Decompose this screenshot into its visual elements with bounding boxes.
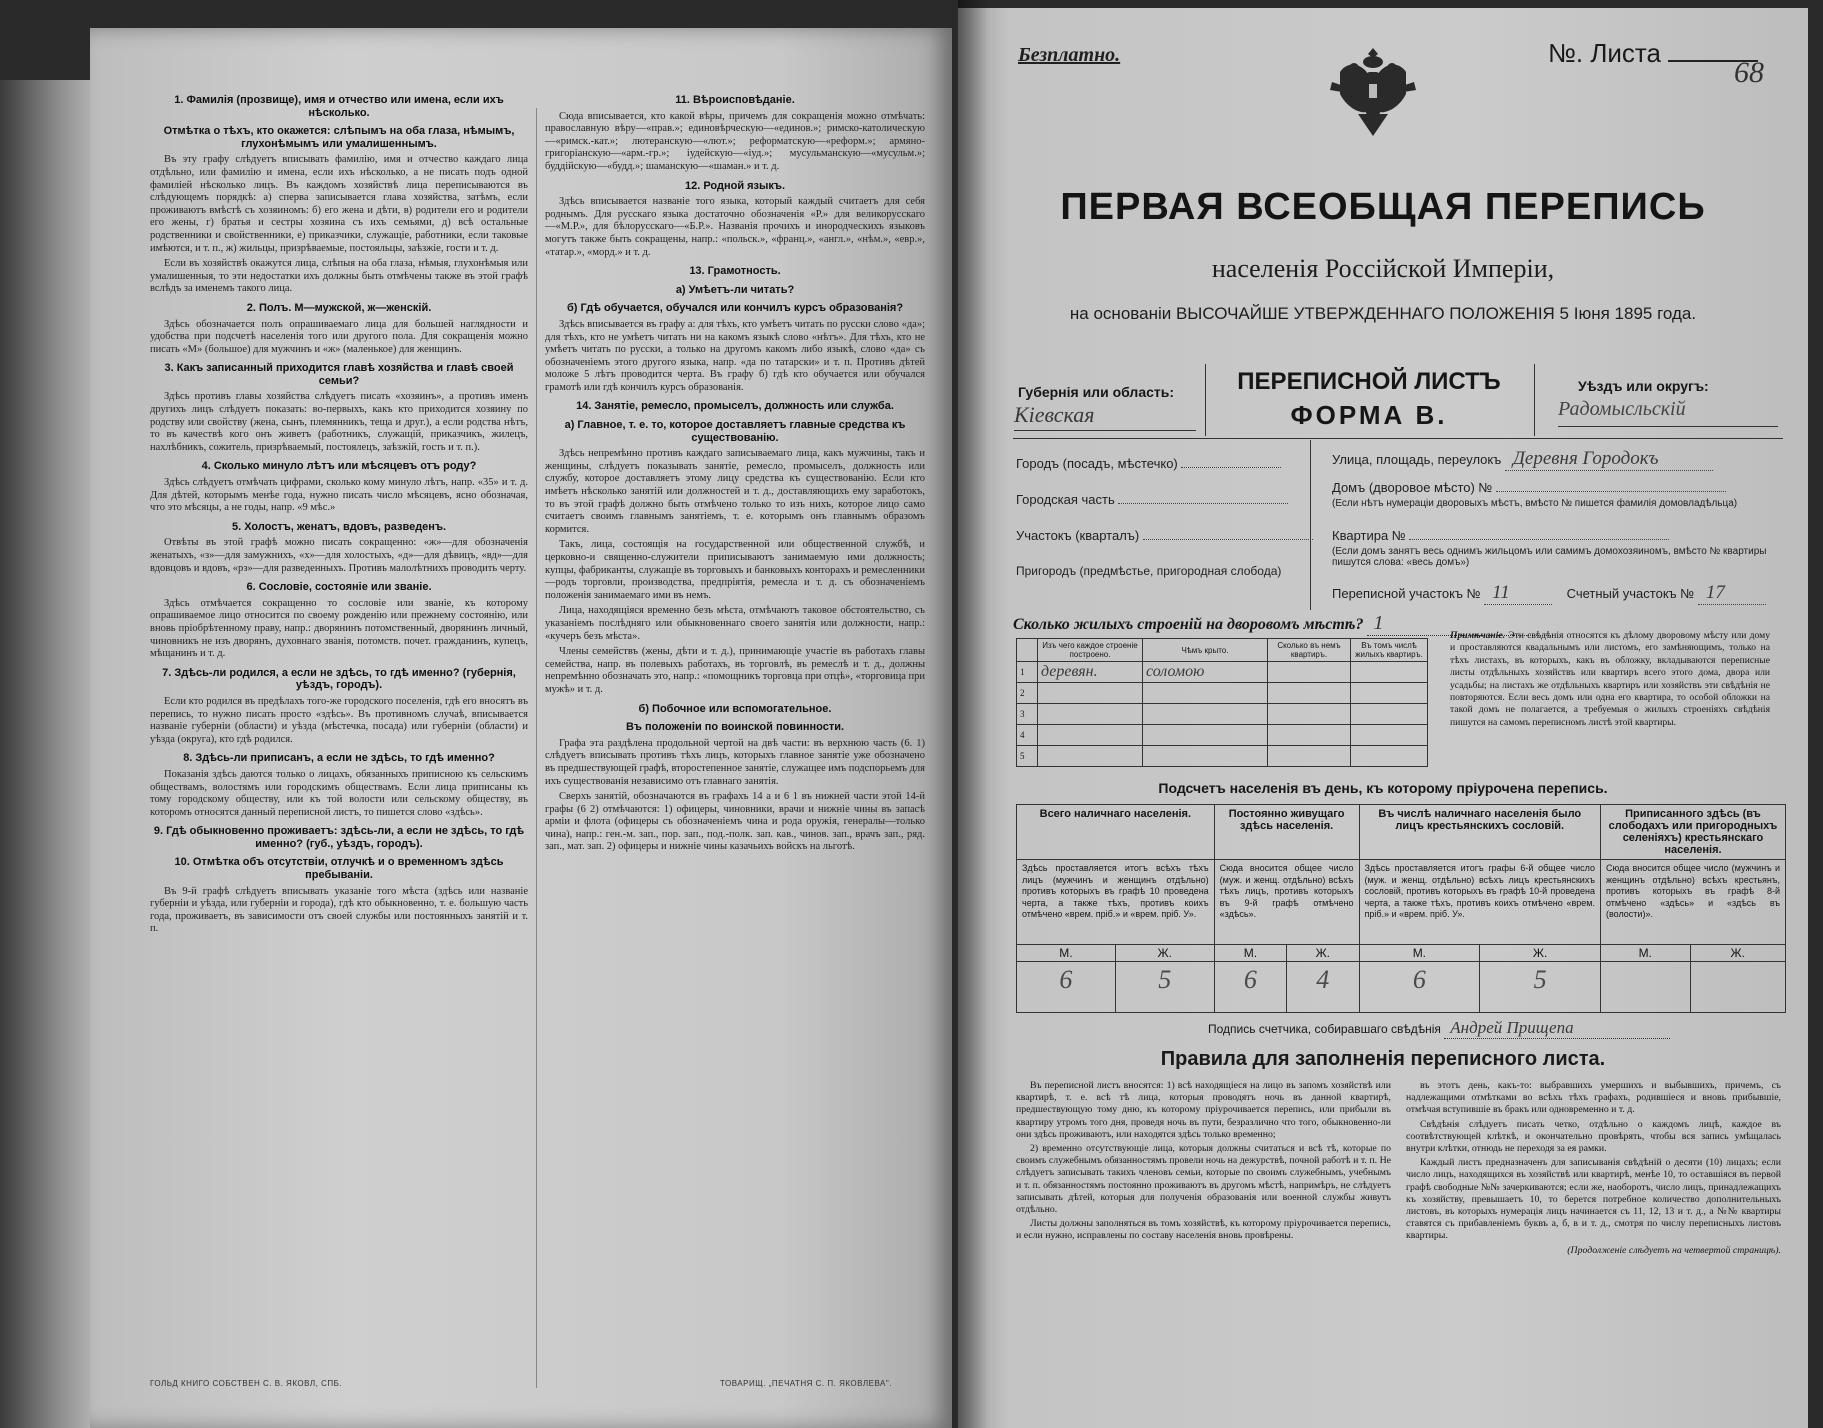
perepis-uchastok-value: 11: [1484, 582, 1552, 605]
row-number: 2: [1017, 683, 1038, 704]
rules-column-right: [1406, 1080, 1781, 1259]
section-4-title: 4. Сколько минуло лѣтъ или мѣсяцевъ отъ роду?: [201, 460, 477, 473]
section-14b-body-2: Сверхъ занятій, обозначаются въ графахъ 14 а и 6 1 въ нижней части этой 14-й графы (6 2) отмѣчаются: 1) офицеры, чиновники, врачи и нижніе чины въ запасѣ арміи и флота (офицеры съ обозначеніемъ чина и рода оружія, генералы—только чина), напр.: ген.-м. зап., пор. зап., под.-полк. зап. кав., чинов. зап., врачъ зап., ряд. зап., мат. зап. 2) офицеры и нижніе чины казачьихъ войскъ на льготѣ.: [545, 791, 925, 853]
building-material: [1038, 746, 1143, 767]
prigorod-label: Пригородъ (предмѣстье, пригородная слобода): [1016, 564, 1282, 578]
divider: [1310, 440, 1311, 610]
sheet-number: [1548, 38, 1758, 69]
female-value: 4: [1287, 962, 1359, 1013]
building-roof: [1143, 746, 1268, 767]
buildings-table: [1016, 638, 1428, 767]
census-sheet-title: ПЕРЕПИСНОЙ ЛИСТЪ: [1237, 368, 1501, 395]
table-header: Приписанного здѣсь (въ слободахъ или пригородныхъ селеніяхъ) крестьянскаго населенія.: [1600, 805, 1785, 860]
section-9-title: 9. Гдѣ обыкновенно проживаетъ: здѣсь-ли, а если не здѣсь, то гдѣ именно? (губ., уѣздъ, городъ).: [153, 825, 525, 850]
row-number: 3: [1017, 704, 1038, 725]
table-row: [1017, 683, 1428, 704]
rules-paragraph: Листы должны заполняться въ томъ хозяйствѣ, къ которому пріурочивается перепись, и если нужно, исправлены по составу населенія вновь провѣрены.: [1016, 1218, 1391, 1242]
dom-note: (Если нѣтъ нумераціи дворовыхъ мѣстъ, вмѣсто № пишется фамилія домовладѣльца): [1332, 498, 1738, 509]
uezd-value: Радомысльскій: [1558, 398, 1778, 427]
handwritten-page-number: 68: [1734, 56, 1764, 89]
table-cell: [1268, 704, 1351, 725]
dom-label: Домъ (дворовое мѣсто) №: [1332, 480, 1493, 495]
gutter-shadow: [958, 0, 988, 1428]
table-cell: [1268, 683, 1351, 704]
dom-line: [1496, 491, 1726, 492]
gorod-chast-label: Городская часть: [1016, 492, 1115, 507]
section-8-body: Показанія здѣсь даются только о лицахъ, обязанныхъ приписною къ сельскимъ обществамъ, волостямъ или городскимъ обществамъ. Если лица приписаны къ тому городскому обществу, или къ той волости или сельскому обществу, въ которомъ относятся данный переписной листъ, то пишется слово «здѣсь».: [150, 768, 528, 818]
section-14b-body: Графа эта раздѣлена продольной чертой на двѣ части: въ верхнюю часть (6. 1) слѣдуетъ вписывать противъ тѣхъ лицъ, которыхъ главное занятіе уже обозначено въ предшествующей графѣ, второстепенное занятіе, служащее имъ подспорьемъ для ихъ существованія независимо отъ главнаго занятія.: [545, 737, 925, 787]
values-row: [1017, 962, 1786, 1013]
section-6-body: Здѣсь отмѣчается сокращенно то сословіе или званіе, къ которому опрашиваемое лицо относится по своему рожденію или прежнему состоянію, или вновь пріобрѣтенному праву, напр.: дворянинъ потомственный, дворянинъ личный, чиновникъ не изъ дворянъ, духовнаго званія, потомств. почет. гражданинъ, купецъ, мѣщанинъ и т. д.: [150, 597, 528, 660]
table-row: [1017, 860, 1786, 945]
building-roof: [1143, 725, 1268, 746]
section-14b-note: Въ положеніи по воинской повинности.: [625, 721, 845, 734]
section-13-title: 13. Грамотность.: [689, 265, 781, 278]
column-description: Здѣсь проставляется итогъ всѣхъ тѣхъ лицъ (мужчинъ и женщинъ отдѣльно) противъ которыхъ въ графѣ 10 проведена черта, а также тѣхъ, противъ коихъ отмѣчено «врем. пріб.» и «врем. пріб. У».: [1017, 860, 1215, 945]
population-table: [1016, 804, 1786, 1013]
uchastok-field: [1016, 528, 1313, 543]
prigorod-field: [1016, 564, 1281, 578]
sheet-number-label: №. Листа: [1548, 38, 1662, 68]
gorod-chast-field: [1016, 492, 1288, 507]
perepis-uchastok-field: [1332, 582, 1766, 605]
rules-title: Правила для заполненія переписного листа.: [1160, 1048, 1606, 1070]
section-14-body-3: Лица, находящіяся временно безъ мѣста, отмѣчаютъ таковое обстоятельство, съ указаніемъ послѣдняго или обыкновеннаго своего занятія или должности, напр.: «кучеръ безъ мѣста».: [545, 605, 925, 642]
printer-footer-right: ТОВАРИЩ. „ПЕЧАТНЯ С. П. ЯКОВЛЕВА".: [720, 1379, 892, 1388]
table-cell: [1351, 683, 1428, 704]
table-header: Въ томъ числѣ жилыхъ квартиръ.: [1351, 639, 1428, 662]
male-value: 6: [1359, 962, 1480, 1013]
kvartira-field: [1332, 528, 1669, 543]
section-14a-title: а) Главное, т. е. то, которое доставляетъ главные средства къ существованію.: [564, 419, 906, 444]
table-cell: [1351, 725, 1428, 746]
male-value: [1600, 962, 1690, 1013]
table-header-row: [1017, 639, 1428, 662]
section-5-title: 5. Холостъ, женатъ, вдовъ, разведенъ.: [231, 520, 447, 533]
sex-header-row: [1017, 945, 1786, 962]
section-9-body: Въ 9-й графѣ слѣдуетъ вписывать указаніе того мѣста (здѣсь или названіе губерніи и уѣзда, или губерніи и города), гдѣ кто обыкновенно, т. е. большую часть года, проживаетъ, въ зависимости отъ своей службы или постоянныхъ занятій и т. п.: [150, 885, 528, 935]
section-13a-title: а) Умѣетъ-ли читать?: [675, 283, 795, 296]
column-divider: [536, 108, 537, 1388]
section-13b-title: б) Гдѣ обучается, обучался или кончилъ курсъ образованія?: [566, 302, 904, 315]
book-edge: [0, 80, 94, 1428]
schet-uchastok-label: Счетный участокъ №: [1566, 586, 1695, 601]
section-10-title: 10. Отмѣтка объ отсутствіи, отлучкѣ и о временномъ здѣсь пребываніи.: [174, 856, 504, 882]
dom-field: [1332, 480, 1726, 495]
section-3-title: 3. Какъ записанный приходится главѣ хозяйства и главѣ своей семьи?: [164, 362, 514, 387]
signature-label: Подпись счетчика, собиравшаго свѣдѣнія: [1208, 1022, 1441, 1036]
section-14-body-4: Члены семействъ (жены, дѣти и т. д.), принимающіе участіе въ работахъ главы семейства, напр. въ полевыхъ работахъ, въ торговлѣ, въ ремеслѣ и т. д., должны непремѣнно обозначать это, напр.: «помощникъ торговца при отцѣ», «торговица при мужѣ» и т. д.: [545, 646, 925, 695]
ulitsa-value: Деревня Городокъ: [1505, 448, 1713, 471]
table-cell: [1268, 746, 1351, 767]
row-number: 4: [1017, 725, 1038, 746]
section-7-body: Если кто родился въ предѣлахъ того-же городского поселенія, гдѣ его вносятъ въ перепись, то нужно писать просто «здѣсь». Въ противномъ случаѣ, вписывается названіе губерніи (области) и уѣзда (мѣстечка, посада) или губерніи (области) и уѣзда (округа), кто гдѣ родился.: [150, 695, 528, 745]
table-header: Постоянно живущаго здѣсь населенія.: [1214, 805, 1359, 860]
section-8-title: 8. Здѣсь-ли приписанъ, а если не здѣсь, то гдѣ именно?: [183, 752, 495, 765]
form-letter: ФОРМА В.: [1290, 400, 1448, 430]
male-label: М.: [1214, 945, 1286, 962]
section-2-body: Здѣсь обозначается полъ опрашиваемаго лица для большей наглядности и удобства при подсчетѣ населенія того или другого пола. Для сокращенія можно писать «М» (большое) для мужчинъ и «ж» (маленькое) для женщинъ.: [150, 318, 528, 355]
table-row: [1017, 662, 1428, 683]
note-body: Эти свѣдѣнія относятся къ дѣлому дворовому мѣсту или дому и проставляются квадальнымъ или листомъ, его замѣняющимъ, только на тѣхъ листахъ, въ которыхъ, какъ въ обложку, вкладываются переписные листы отдѣльныхъ хозяйствъ или квартиръ всего этого дома, двора или усадьбы; на листахъ же отдѣльныхъ квартиръ или хозяйствъ эти свѣдѣнія не повторяются. Если весь домъ или одна его квартира, то особой обложки на такой домъ не полагается, а требуемыя о жилыхъ строеніяхъ свѣдѣнія пишутся на самомъ переписномъ листѣ этой квартиры.: [1450, 630, 1770, 728]
rules-paragraph: Свѣдѣнія слѣдуетъ писать четко, отдѣльно о каждомъ лицѣ, каждое въ соотвѣтствующей клѣткѣ, и окончательно провѣрять, чтобы вся запись умѣщалась внутри клѣтки, отнюдь не переходя за ея рамки.: [1406, 1118, 1781, 1155]
female-value: [1690, 962, 1786, 1013]
table-cell: [1351, 746, 1428, 767]
dwellings-count-label: Сколько жилыхъ строеній на дворовомъ мѣстѣ?: [1013, 616, 1364, 633]
rules-paragraph: въ этотъ день, какъ-то: выбравшихъ умершихъ и выбывшихъ, причемъ, съ надлежащими отмѣтками во всѣхъ тѣхъ графахъ, родившіеся и вновь прибывшіе, отмѣчая вступившіе въ бракъ или одновременно и т. д.: [1406, 1080, 1781, 1116]
section-14-body: Здѣсь непремѣнно противъ каждаго записываемаго лица, какъ мужчины, такъ и женщины, слѣдуетъ показывать занятіе, ремесло, промыселъ, должность или службу, которое доставляетъ этому лицу средства къ существованію. Если кто имѣетъ нѣсколько занятій или должностей и т. д., доставляющихъ ему заработокъ, то въ этой графѣ должно быть отмѣчено только то изъ нихъ, которое лицо само считаетъ своимъ главнымъ занятіемъ, т. е. которымъ онъ главнымъ образомъ кормится.: [545, 448, 925, 535]
table-header: Въ числѣ наличнаго населенія было лицъ крестьянскихъ сословій.: [1359, 805, 1600, 860]
building-roof: [1143, 704, 1268, 725]
section-13-body: Здѣсь вписывается въ графу а: для тѣхъ, кто умѣетъ читать по русски слово «да»; для тѣхъ, кто не умѣетъ читать ни на какомъ языкѣ слово «нѣтъ». Для тѣхъ, кто не умѣетъ читать по русски, а только на другомъ какомъ либо языкѣ, слово «да» съ обозначеніемъ этого другого языка, напр. «да по татарски» и т. п. Противъ дѣтей моложе 5 лѣтъ проводится черта. Въ графу б) гдѣ кто обучается или обучался грамотѣ или гдѣ кончилъ курсъ образованія.: [545, 318, 925, 393]
section-12-title: 12. Родной языкъ.: [684, 179, 785, 192]
rules-column-left: [1016, 1080, 1391, 1245]
table-header: Сколько въ немъ квартиръ.: [1268, 639, 1351, 662]
rules-continued-note: (Продолженіе слѣдуетъ на четвертой страницѣ).: [1567, 1244, 1781, 1256]
section-1-subtitle: Отмѣтка о тѣхъ, кто окажется: слѣпымъ на оба глаза, нѣмымъ, глухонѣмымъ или умалишеннымъ.: [163, 125, 515, 150]
section-12-body: Здѣсь вписывается названіе того языка, который каждый считаетъ для себя роднымъ. Для русскаго языка достаточно обозначенія «Р.» для великорусскаго—«М.Р.», для бѣлорусскаго—«Б.Р.». Названія прочихъ и инородческихъ языковъ могутъ также быть сокращены, напр.: «польск.», «франц.», «англ.», «нѣм.», «евр.», «татар.», «морд.» и т. д.: [545, 196, 925, 258]
table-row: [1017, 746, 1428, 767]
column-description: Сюда вносится общее число (мужчинъ и женщинъ отдѣльно) всѣхъ крестьянъ, противъ которыхъ въ графѣ 8-й отмѣчено «здѣсь» и «здѣсь въ (волости)».: [1600, 860, 1785, 945]
rules-paragraph: Каждый листъ предназначенъ для записыванія свѣдѣній о десяти (10) лицахъ; если число лицъ, находящихся въ хозяйствѣ или квартирѣ, менѣе 10, то оставшіяся въ первой графѣ свободные №№ зачеркиваются; если же, наоборотъ, число лицъ, принадлежащихъ къ хозяйству, превышаетъ 10, то берется потребное количество дополнительныхъ листовъ, въ которыхъ нумерація лицъ начинается съ 11, 12, 13 и т. д., а №№ квартиры ставятся съ прибавленіемъ буквъ а, б, в и т. д., смотря по числу переписныхъ листовъ квартиры.: [1406, 1157, 1781, 1242]
census-subtitle: населенія Россійской Имперіи,: [1211, 254, 1555, 283]
table-header: [1017, 639, 1038, 662]
section-2-title: 2. Полъ. М—мужской, ж—женскій.: [246, 301, 432, 314]
gorod-field: [1016, 456, 1281, 471]
table-header: Изъ чего каждое строеніе построено.: [1038, 639, 1143, 662]
uchastok-label: Участокъ (кварталъ): [1016, 528, 1140, 543]
table-header: Чѣмъ крыто.: [1143, 639, 1268, 662]
table-row: [1017, 725, 1428, 746]
table-row: [1017, 704, 1428, 725]
section-7-title: 7. Здѣсь-ли родился, а если не здѣсь, то гдѣ именно? (губернія, уѣздъ, городъ).: [162, 666, 516, 692]
uchastok-line: [1143, 539, 1313, 540]
gorod-label: Городъ (посадъ, мѣстечко): [1016, 456, 1178, 471]
table-cell: [1268, 662, 1351, 683]
instructions-column-2: [545, 88, 925, 857]
section-1-body: Въ эту графу слѣдуетъ вписывать фамилію, имя и отчество каждаго лица отдѣльно, или фамилію и имена, если ихъ нѣсколько, а не писать подъ одной фамиліей нѣсколько лицъ. Въ каждомъ хозяйствѣ лица переписываются въ слѣдующемъ порядкѣ: а) сперва записывается глава хозяйства, затѣмъ, если проживаютъ вмѣстѣ съ хозяиномъ: б) его жена и дѣти, в) родители его и родители его жены, г) братья и сестры хозяина съ ихъ семьями, д) всѣ остальные родственники и свойственники, е) приказчики, служащіе, работники, если таковые имѣются, и т. п., ж) жильцы, призрѣваемые, постояльцы, заѣзжіе, гости и т. д.: [150, 154, 528, 254]
guberniya-label: Губернія или область:: [1018, 384, 1175, 400]
signature-value: Андрей Прищепа: [1444, 1018, 1670, 1039]
section-3-body: Здѣсь противъ главы хозяйства слѣдуетъ писать «хозяинъ», а противъ именъ другихъ лицъ слѣдуетъ показать: во-первыхъ, какъ кто приходится хозяину по родству или свойству (жена, сынъ, племянникъ, теща и друг.), а если родства нѣтъ, то въ качествѣ кого онъ живетъ (работникъ, служащій, приказчикъ, жилецъ, нахлѣбникъ, сожитель, призрѣваемый, постоялецъ, заѣзжій, гость и т. п.).: [150, 391, 528, 453]
female-label: Ж.: [1115, 945, 1214, 962]
section-1-title: 1. Фамилія (прозвище), имя и отчество или имена, если ихъ нѣсколько.: [174, 94, 504, 119]
table-header-row: [1017, 805, 1786, 860]
female-label: Ж.: [1690, 945, 1786, 962]
column-description: Здѣсь проставляется итогъ графы 6-й общее число (муж. и женщ. отдѣльно) всѣхъ лицъ крестьянскихъ сословій, противъ которыхъ въ графѣ 10-й проведена черта, а также тѣхъ, противъ коихъ отмѣчено «врем. пріб.» и «врем. пріб. У».: [1359, 860, 1600, 945]
male-label: М.: [1600, 945, 1690, 962]
table-header: Всего наличнаго населенія.: [1017, 805, 1215, 860]
instructions-column-1: [150, 88, 528, 939]
row-number: 5: [1017, 746, 1038, 767]
rules-paragraph: 2) временно отсутствующіе лица, которыя должны считаться и всѣ тѣ, которые по своимъ служебнымъ обязанностямъ провели ночь на дежурствѣ, почной работѣ и т. п. Не слѣдуетъ записывать такихъ членовъ семьи, которые по своимъ служебнымъ, учебнымъ и т. п. обязанностямъ постоянно проживаютъ въ другомъ мѣстѣ, напримѣръ, не слѣдуетъ записывать дѣтей, которыя для полученія образованія или военной службы живутъ отдѣльно.: [1016, 1143, 1391, 1216]
kvartira-note: (Если домъ занятъ весь однимъ жильцомъ или самимъ домохозяиномъ, вмѣсто № квартиры пишутся слова: «весь домъ»): [1332, 546, 1767, 568]
female-label: Ж.: [1287, 945, 1359, 962]
perepis-uchastok-label: Переписной участокъ №: [1332, 586, 1481, 601]
table-cell: [1351, 704, 1428, 725]
buildings-note: [1450, 630, 1770, 729]
ulitsa-label: Улица, площадь, переулокъ: [1332, 452, 1502, 467]
section-11-body: Сюда вписывается, кто какой вѣры, причемъ для сокращенія можно отмѣчать: православную вѣру—«прав.»; единовѣрческую—«единов.»; римско-католическую—«римск.-кат.»; лютеранскую—«лют.»; реформатскую—«реформ.»; армяно-григоріанскую—«арм.-гр.»; іудейскую—«іуд.»; мусульманскую—«мусульм.»; буддійскую—«будд.»; шаманскую—«шаман.» и т. д.: [545, 110, 925, 172]
building-material: [1038, 704, 1143, 725]
building-material: деревян.: [1038, 662, 1143, 683]
column-description: Сюда вносится общее число (муж. и женщ. отдѣльно) всѣхъ тѣхъ лицъ, противъ которыхъ въ 9-й графѣ отмѣчено «здѣсь».: [1214, 860, 1359, 945]
printer-footer-left: ГОЛЬД КНИГО СОБСТВЕН С. В. ЯКОВЛ, СПБ.: [150, 1379, 343, 1388]
male-label: М.: [1017, 945, 1116, 962]
section-14b-title: б) Побочное или вспомогательное.: [638, 702, 832, 715]
uezd-label: Уѣздъ или округъ:: [1578, 378, 1709, 394]
table-cell: [1268, 725, 1351, 746]
building-roof: соломою: [1143, 662, 1268, 683]
census-title: ПЕРВАЯ ВСЕОБЩАЯ ПЕРЕПИСЬ: [1060, 186, 1706, 228]
section-6-title: 6. Сословіе, состояніе или званіе.: [246, 581, 432, 594]
section-4-body: Здѣсь слѣдуетъ отмѣчать цифрами, сколько кому минуло лѣтъ, напр. «35» и т. д. Для дѣтей, которымъ менѣе года, нужно писать число мѣсяцевъ, ясно обозначая, что это мѣсяцы, а не годы, напр. «9 мѣс.»: [150, 477, 528, 514]
guberniya-value: Кіевская: [1014, 402, 1196, 431]
building-material: [1038, 683, 1143, 704]
building-material: [1038, 725, 1143, 746]
section-14-title: 14. Занятіе, ремесло, промыселъ, должность или служба.: [576, 400, 894, 413]
enumerator-signature: [1208, 1018, 1670, 1039]
section-14-body-2: Такъ, лица, состоящія на государственной или общественной службѣ, и церковно-и священно-служители приписываютъ занимаемую ими должность; купцы, фабриканты, служащіе въ торговыхъ и банковыхъ конторахъ и ремесленники—родъ торговли, производства, предпріятія, ремесла и т. д. съ обозначеніемъ положенія занимаемаго ими въ немъ.: [545, 539, 925, 601]
kvartira-line: [1409, 539, 1669, 540]
rules-paragraph: Въ переписной листъ вносятся: 1) всѣ находящіеся на лицо въ запомъ хозяйствѣ или квартирѣ, т. е. всѣ тѣ лица, которыя проводятъ ночь въ данной квартирѣ, предшествующую тому дню, къ которому пріурочивается перепись, или прибыли въ квартиру утромъ того дня, проведя ночь въ пути, безразлично что того, обыкновенно-ли они здѣсь проживаютъ, или находятся здѣсь только временно;: [1016, 1080, 1391, 1140]
female-label: Ж.: [1480, 945, 1601, 962]
population-count-title: Подсчетъ населенія въ день, къ которому пріурочена перепись.: [1158, 780, 1608, 796]
building-roof: [1143, 683, 1268, 704]
row-number: 1: [1017, 662, 1038, 683]
divider: [1013, 438, 1783, 439]
kvartira-label: Квартира №: [1332, 528, 1406, 543]
left-page-instructions: [90, 28, 952, 1428]
dwellings-count-value: 1: [1367, 612, 1553, 636]
female-value: 5: [1480, 962, 1601, 1013]
schet-uchastok-value: 17: [1698, 582, 1766, 605]
female-value: 5: [1115, 962, 1214, 1013]
section-11-title: 11. Вѣроисповѣданіе.: [675, 94, 795, 106]
note-title: Примѣчаніе.: [1450, 630, 1506, 641]
male-label: М.: [1359, 945, 1480, 962]
male-value: 6: [1214, 962, 1286, 1013]
gorod-line: [1181, 467, 1281, 468]
census-basis: на основаніи ВЫСОЧАЙШЕ УТВЕРЖДЕННАГО ПОЛОЖЕНІЯ 5 Іюня 1895 года.: [1069, 304, 1697, 323]
free-label: Безплатно.: [1018, 44, 1121, 66]
table-cell: [1351, 662, 1428, 683]
male-value: 6: [1017, 962, 1116, 1013]
section-5-body: Отвѣты въ этой графѣ можно писать сокращенно: «ж»—для обозначенія женатыхъ, «з»—для замужнихъ, «х»—для холостыхъ, «д»—для дѣвицъ, «вд»—для вдовцовъ и вдовъ, «рз»—для разведенныхъ. Противъ малолѣтнихъ проводить черту.: [150, 537, 528, 574]
double-headed-eagle-icon: [1328, 42, 1418, 142]
section-1-body-2: Если въ хозяйствѣ окажутся лица, слѣпыя на оба глаза, нѣмыя, глухонѣмыя или умалишенныя, то эти недостатки ихъ должны быть отмѣчены также въ этой графѣ вслѣдъ за именемъ такого лица.: [150, 258, 528, 295]
gorod-chast-line: [1118, 503, 1288, 504]
ulitsa-field: [1332, 448, 1713, 471]
right-page-form: [958, 8, 1808, 1428]
